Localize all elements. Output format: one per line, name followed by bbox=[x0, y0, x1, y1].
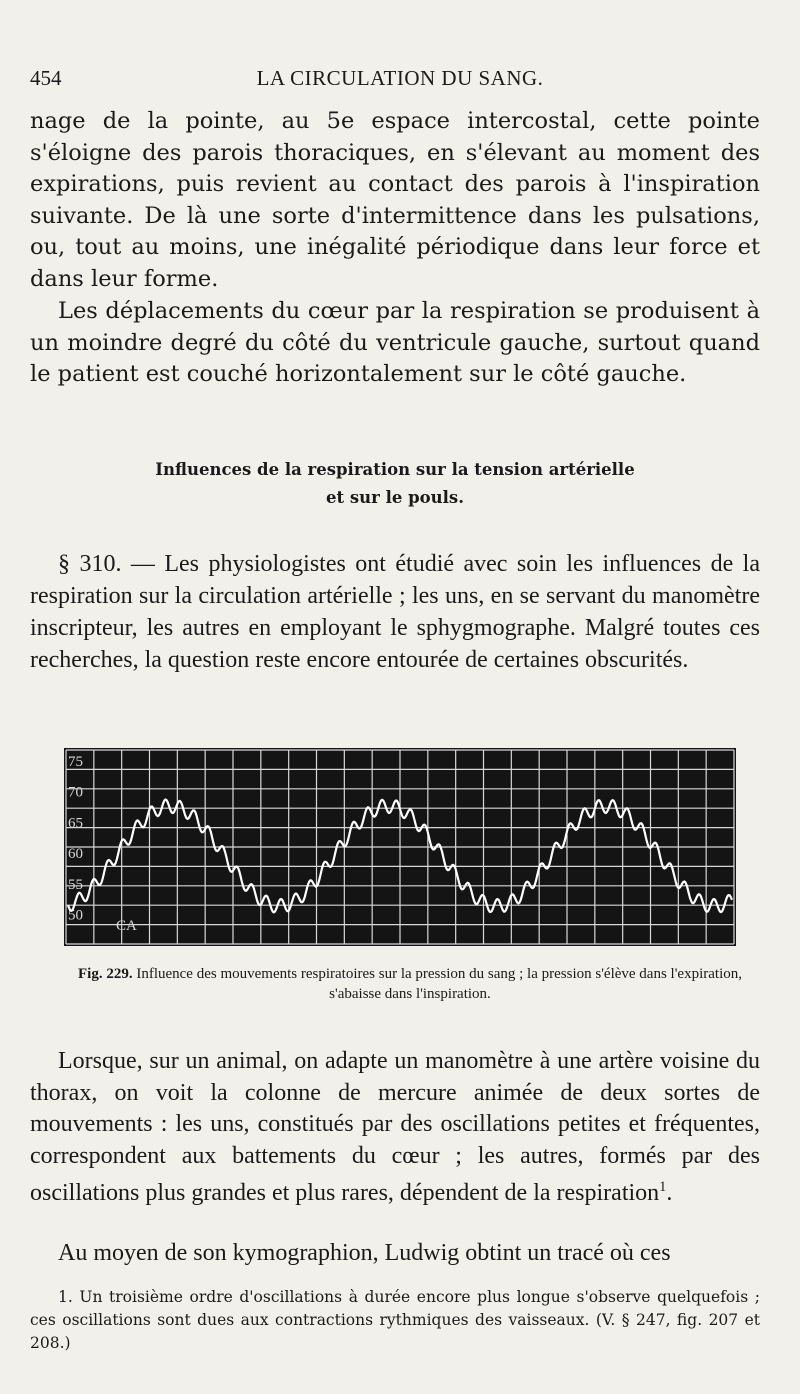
section-title bbox=[30, 456, 760, 512]
scale-label: 65 bbox=[68, 815, 83, 832]
paragraph-1-text: nage de la pointe, au 5e espace intercostal, cette pointe s'éloigne des parois thoraciques, en s'élevant au moment des expirations, puis revient au contact des parois à l'inspiration suivante. De là une sorte d'intermittence dans les pulsations, ou, tout au moins, une inégalité périodique dans leur force et dans leur forme. bbox=[30, 108, 760, 292]
figure-corner-label: CA bbox=[116, 918, 137, 934]
footnote bbox=[30, 1286, 760, 1355]
figure-label: Fig. 229. bbox=[77, 966, 133, 982]
paragraph-4-text bbox=[30, 1046, 760, 1210]
footnote-ref[interactable]: 1 bbox=[659, 1179, 667, 1195]
paragraph-4 bbox=[30, 1046, 760, 1210]
section-title-line-1: Influences de la respiration sur la tension artérielle bbox=[155, 460, 635, 479]
figure-caption bbox=[60, 964, 760, 1004]
paragraph-4-body: Lorsque, sur un animal, on adapte un manomètre à une artère voisine du thorax, on voit la colonne de mercure animée de deux sortes de mouvements : les uns, constitués par des oscillations petites et fréquentes, correspondent aux battements du cœur ; les autres, formés par des oscillations plus grandes et plus rares, dépendent de la respiration bbox=[30, 1048, 760, 1206]
scale-label: 75 bbox=[68, 754, 83, 770]
paragraph-4-end: . bbox=[666, 1180, 673, 1206]
figure-trace-svg bbox=[64, 748, 736, 946]
paragraph-5-text: Au moyen de son kymographion, Ludwig obtint un tracé où ces bbox=[58, 1240, 671, 1266]
page-header bbox=[30, 66, 770, 96]
section-title-line-2: et sur le pouls. bbox=[326, 488, 464, 507]
paragraph-5 bbox=[30, 1238, 760, 1270]
figure-caption-text: Influence des mouvements respiratoires sur la pression du sang ; la pression s'élève dans l'expiration, s'abaisse dans l'inspiration. bbox=[136, 966, 742, 1002]
page-number: 454 bbox=[30, 66, 62, 90]
paragraph-2-text: Les déplacements du cœur par la respiration se produisent à un moindre degré du côté du ventricule gauche, surtout quand le patient est couché horizontalement sur le côté gauche. bbox=[30, 298, 760, 387]
figure-trace bbox=[64, 748, 736, 946]
paragraph-1 bbox=[30, 106, 760, 295]
paragraph-3-text: § 310. — Les physiologistes ont étudié avec soin les influences de la respiration sur la circulation artérielle ; les uns, en se servant du manomètre inscripteur, les autres en employant le sphygmographe. Malgré toutes ces recherches, la question reste encore entourée de certaines obscurités. bbox=[30, 551, 760, 673]
running-title: LA CIRCULATION DU SANG. bbox=[256, 66, 544, 90]
scale-label: 55 bbox=[68, 876, 83, 893]
paragraph-2 bbox=[30, 296, 760, 391]
scale-label: 50 bbox=[68, 907, 83, 924]
paragraph-3 bbox=[30, 548, 760, 676]
scale-label: 60 bbox=[68, 846, 83, 863]
footnote-text: 1. Un troisième ordre d'oscillations à durée encore plus longue s'observe quelquefois ; ces oscillations sont dues aux contractions rythmiques des vaisseaux. (V. § 247, fig. 207 et 208.) bbox=[30, 1288, 760, 1352]
scale-label: 70 bbox=[68, 784, 83, 801]
